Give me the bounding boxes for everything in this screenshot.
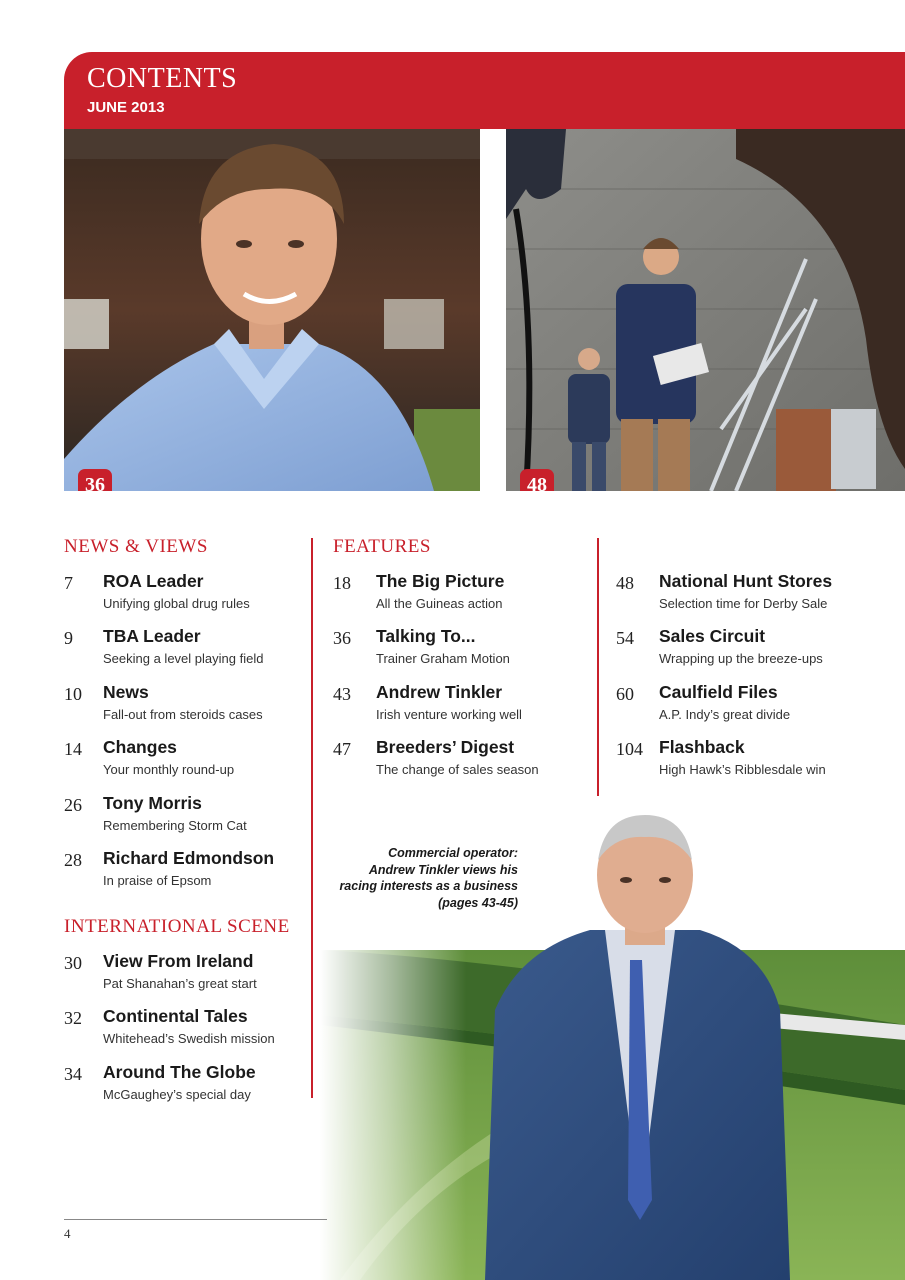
- caption-line: (pages 43-45): [438, 895, 518, 910]
- page-badge-36[interactable]: 36: [78, 469, 112, 491]
- entry-title: News: [103, 682, 149, 702]
- entry-subtitle: Wrapping up the breeze-ups: [659, 651, 823, 666]
- entry-title: Sales Circuit: [659, 626, 766, 646]
- entry-title: View From Ireland: [103, 951, 254, 971]
- entry-title: Richard Edmondson: [103, 848, 275, 868]
- entry-title: Breeders’ Digest: [376, 737, 515, 757]
- entry-page-number: 48: [616, 573, 634, 593]
- entry-subtitle: Selection time for Derby Sale: [659, 596, 828, 611]
- entry-page-number: 34: [64, 1064, 82, 1084]
- entry-page-number: 104: [616, 739, 643, 759]
- entry-subtitle: McGaughey’s special day: [103, 1087, 251, 1102]
- entry-subtitle: A.P. Indy’s great divide: [659, 707, 791, 722]
- entry-subtitle: Irish venture working well: [376, 707, 522, 722]
- entry-title: ROA Leader: [103, 571, 204, 591]
- entry-subtitle: Whitehead’s Swedish mission: [103, 1031, 275, 1046]
- contents-title: CONTENTS: [87, 63, 238, 94]
- entry-subtitle: Your monthly round-up: [103, 762, 235, 777]
- photo-caption: [330, 845, 518, 911]
- section-heading-news-views: NEWS & VIEWS: [64, 536, 208, 557]
- column-divider-2: [597, 538, 599, 796]
- issue-date: JUNE 2013: [87, 99, 165, 116]
- entry-subtitle: Seeking a level playing field: [103, 651, 264, 666]
- entry-page-number: 54: [616, 628, 634, 648]
- caption-line: Andrew Tinkler views his: [368, 862, 518, 877]
- photo-trainer-portrait[interactable]: [64, 129, 480, 491]
- entry-subtitle: Pat Shanahan’s great start: [103, 976, 257, 991]
- footer-rule: [64, 1219, 327, 1220]
- entry-title: Talking To...: [376, 626, 476, 646]
- entry-page-number: 26: [64, 795, 82, 815]
- entry-title: Continental Tales: [103, 1006, 248, 1026]
- contents-header: [64, 52, 905, 129]
- entry-subtitle: Fall-out from steroids cases: [103, 707, 263, 722]
- column-divider-1: [311, 538, 313, 1098]
- entry-page-number: 36: [333, 628, 351, 648]
- entry-page-number: 28: [64, 850, 82, 870]
- entry-page-number: 7: [64, 573, 73, 593]
- page-number: 4: [64, 1226, 71, 1241]
- entry-page-number: 14: [64, 739, 82, 759]
- entry-title: Andrew Tinkler: [376, 682, 503, 702]
- entry-subtitle: High Hawk’s Ribblesdale win: [659, 762, 826, 777]
- entry-page-number: 60: [616, 684, 634, 704]
- entry-title: Caulfield Files: [659, 682, 778, 702]
- entry-subtitle: All the Guineas action: [376, 596, 503, 611]
- entry-page-number: 9: [64, 628, 73, 648]
- entry-page-number: 18: [333, 573, 351, 593]
- entry-title: The Big Picture: [376, 571, 505, 591]
- entry-subtitle: Remembering Storm Cat: [103, 818, 247, 833]
- entry-page-number: 43: [333, 684, 351, 704]
- entry-page-number: 32: [64, 1008, 82, 1028]
- page-badge-48[interactable]: 48: [520, 469, 554, 491]
- photo-stable-yard[interactable]: [506, 129, 905, 491]
- entry-title: Around The Globe: [103, 1062, 256, 1082]
- section-heading-international-scene: INTERNATIONAL SCENE: [64, 916, 290, 937]
- caption-line: racing interests as a business: [339, 879, 518, 893]
- entry-subtitle: Unifying global drug rules: [103, 596, 250, 611]
- entry-title: Changes: [103, 737, 177, 757]
- caption-line: Commercial operator:: [388, 846, 518, 860]
- section-heading-features: FEATURES: [333, 536, 431, 557]
- entry-subtitle: The change of sales season: [376, 762, 539, 777]
- entry-subtitle: In praise of Epsom: [103, 873, 212, 888]
- entry-title: Tony Morris: [103, 793, 202, 813]
- entry-page-number: 47: [333, 739, 351, 759]
- entry-page-number: 30: [64, 953, 82, 973]
- entry-subtitle: Trainer Graham Motion: [376, 651, 510, 666]
- entry-title: Flashback: [659, 737, 745, 757]
- entry-title: TBA Leader: [103, 626, 201, 646]
- entry-page-number: 10: [64, 684, 82, 704]
- entry-title: National Hunt Stores: [659, 571, 833, 591]
